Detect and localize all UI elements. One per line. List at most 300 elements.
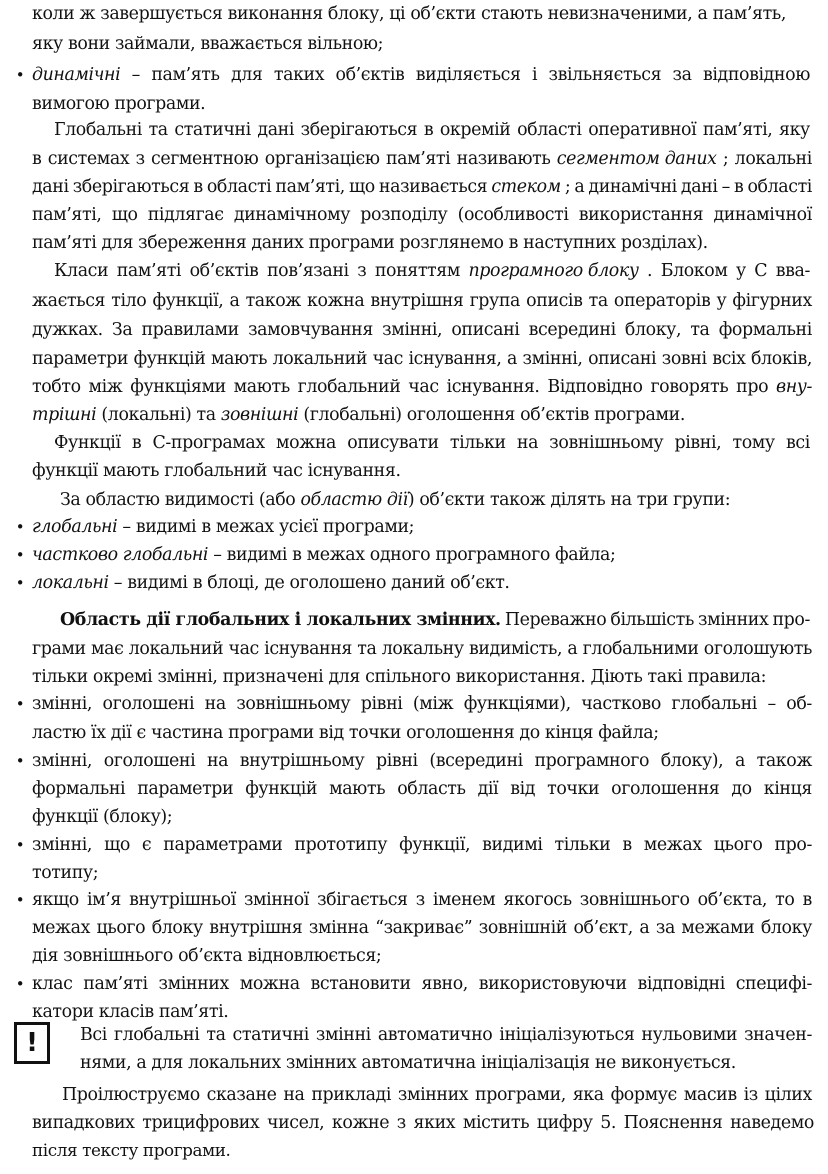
line-text	[32, 719, 722, 747]
text-run: ) об’єкти також ділять на три групи:	[407, 490, 731, 510]
line-text	[32, 569, 542, 597]
word: називають	[456, 149, 551, 169]
word: чисел,	[266, 1113, 325, 1133]
word: специфі-	[735, 974, 812, 994]
line-text	[32, 373, 812, 401]
text-line	[0, 1081, 828, 1109]
word: кінця	[763, 779, 812, 799]
word: 5.	[600, 1113, 616, 1133]
word: об-	[786, 694, 812, 714]
line-text	[32, 803, 192, 831]
word: в	[733, 177, 744, 197]
text-run: функції (блоку);	[32, 807, 173, 827]
word: вва-	[775, 261, 810, 281]
word: ім’я	[86, 890, 121, 910]
word: тобто	[32, 377, 81, 397]
word: цього	[713, 835, 763, 855]
word: більшість	[610, 610, 694, 630]
word: пам’яті,	[32, 205, 102, 225]
word: від	[510, 779, 536, 799]
word: С-програмах	[152, 433, 265, 453]
text-line	[0, 116, 828, 144]
word: та	[588, 291, 608, 311]
word: пам’яті	[83, 974, 148, 994]
line-text	[32, 690, 812, 718]
exclamation-note-icon: !	[14, 1022, 50, 1064]
italic-term: стеком	[491, 177, 561, 197]
text-line	[0, 635, 828, 663]
word: в	[32, 149, 42, 169]
word: оголошені	[102, 694, 195, 714]
word: яких	[413, 1113, 456, 1133]
word: розподілу	[360, 205, 448, 225]
text-line	[0, 775, 828, 803]
word: час	[408, 377, 439, 397]
italic-term: глобальні	[32, 517, 118, 537]
text-line	[0, 719, 828, 747]
text-line	[0, 859, 828, 887]
word: Відповідно	[547, 377, 643, 397]
word: динамічної	[713, 205, 812, 225]
word: зовні	[661, 349, 707, 369]
section-heading: Область дії глобальних і локальних змінних.	[60, 610, 501, 630]
word: дії	[477, 779, 499, 799]
line-text	[32, 173, 812, 201]
text-run: ластю їх дії є частина програми від точки оголошення до кінця файла;	[32, 723, 659, 743]
word: яку	[779, 120, 810, 140]
word: системах	[47, 149, 130, 169]
word: до	[731, 779, 752, 799]
word: Переважно	[504, 610, 607, 630]
word: прототипу	[294, 835, 388, 855]
line-text	[32, 663, 784, 691]
word: час	[372, 349, 403, 369]
word: масив	[683, 1085, 737, 1105]
word: зовнішнього	[579, 890, 690, 910]
line-text	[32, 201, 812, 229]
line-text	[32, 635, 812, 663]
text-run: За областю видимості (або	[60, 490, 301, 510]
line-text	[32, 513, 452, 541]
word: блоку	[760, 918, 812, 938]
word: між	[88, 377, 123, 397]
line-text	[32, 831, 812, 859]
word: сказане	[206, 1085, 277, 1105]
word: (між	[412, 694, 454, 714]
text-line	[0, 569, 828, 597]
italic-term: програмного блоку	[468, 261, 639, 281]
word: дані	[680, 177, 718, 197]
word: а	[567, 639, 578, 659]
word: а	[507, 349, 517, 369]
word: внутрішня	[209, 918, 303, 938]
line-text	[32, 914, 812, 942]
word: об’єкта,	[697, 890, 768, 910]
word: точки	[547, 779, 600, 799]
word: що	[104, 835, 130, 855]
word: тому	[732, 433, 775, 453]
word: використання	[578, 205, 704, 225]
italic-term: областю дії	[300, 490, 408, 510]
text-line	[0, 61, 828, 89]
text-line	[0, 831, 828, 859]
word: збігається	[317, 890, 408, 910]
word: Класи	[54, 261, 109, 281]
word: час	[228, 639, 259, 659]
word: описані	[451, 320, 520, 340]
word: всередині	[528, 320, 616, 340]
bullet-icon: •	[15, 891, 25, 909]
word: описувати	[347, 433, 439, 453]
line-text	[32, 145, 812, 173]
word: значен-	[744, 1025, 812, 1045]
text-line	[0, 30, 828, 58]
text-line	[0, 1049, 828, 1077]
text-line	[0, 257, 828, 285]
line-text	[80, 1049, 762, 1077]
word: “закриває”	[375, 918, 473, 938]
word: на	[283, 1085, 305, 1105]
text-run: функції мають глобальний час існування.	[32, 461, 401, 481]
bullet-icon: •	[15, 836, 25, 854]
word: що	[111, 205, 138, 225]
word: замовчування	[248, 320, 373, 340]
word: називається	[378, 177, 488, 197]
text-line	[0, 457, 828, 485]
word: містить	[462, 1113, 530, 1133]
word: нульовими	[641, 1025, 738, 1045]
word: пам’яті,	[702, 120, 773, 140]
word: блоку,	[624, 320, 682, 340]
word: змінні,	[32, 835, 93, 855]
word: зберігаються	[72, 177, 190, 197]
word: явно,	[421, 974, 468, 994]
word: з	[396, 1113, 406, 1133]
word: змінних	[698, 610, 769, 630]
word: а	[229, 291, 240, 311]
word: якщо	[32, 890, 79, 910]
bullet-icon: •	[15, 546, 25, 564]
text-line	[0, 486, 828, 514]
word: локальний	[272, 349, 368, 369]
text-line	[0, 513, 828, 541]
word: в	[193, 177, 203, 197]
word: якогось	[503, 890, 572, 910]
word: із	[743, 1085, 758, 1105]
text-line	[0, 345, 828, 373]
word: іменем	[432, 890, 496, 910]
word: тільки	[449, 433, 506, 453]
word: про	[736, 377, 769, 397]
word: .	[647, 261, 653, 281]
word: (особливості	[457, 205, 569, 225]
line-text	[32, 541, 652, 569]
word: глобальні	[113, 1025, 200, 1045]
word: об’єктів	[335, 65, 405, 85]
word: (всередині	[429, 751, 523, 771]
word: пам’яті,	[275, 177, 345, 197]
word: області	[517, 120, 582, 140]
word: встановити	[310, 974, 411, 994]
word: поняттям	[374, 261, 460, 281]
word: області	[206, 177, 272, 197]
word: існування,	[408, 349, 502, 369]
word: пам’ять	[151, 65, 220, 85]
line-text	[32, 775, 812, 803]
word: функції,	[152, 291, 224, 311]
word: змінні,	[32, 751, 93, 771]
word: мають	[233, 377, 290, 397]
italic-term: зовнішні	[220, 405, 299, 425]
word: оперативної	[588, 120, 697, 140]
line-text	[60, 486, 780, 514]
word: за	[655, 918, 675, 938]
word: з	[135, 149, 145, 169]
word: правилами	[141, 320, 239, 340]
word: у	[735, 261, 746, 281]
word: межами	[681, 918, 755, 938]
word: звільняється	[548, 65, 662, 85]
text-line	[0, 201, 828, 229]
word: Всі	[80, 1025, 107, 1045]
word: зовнішньому	[236, 694, 351, 714]
word: оголошені	[103, 751, 196, 771]
word: динамічні	[588, 177, 677, 197]
word: в	[131, 433, 142, 453]
line-text	[32, 316, 812, 344]
text-line	[0, 663, 828, 691]
text-line	[0, 401, 828, 429]
line-text	[32, 229, 718, 257]
line-text	[32, 345, 812, 373]
word: програмного	[534, 751, 650, 771]
text-run: – видимі в межах одного програмного файла;	[208, 545, 616, 565]
word: виділяється	[415, 65, 521, 85]
text-line	[0, 316, 828, 344]
text-run: нями, а для локальних змінних автоматична ініціалізація не виконується.	[80, 1053, 736, 1073]
word: Проілюструємо	[62, 1085, 200, 1105]
word: а	[639, 918, 650, 938]
word: за	[672, 65, 692, 85]
word: і	[531, 65, 538, 85]
word: функцій	[133, 349, 206, 369]
word: яка	[572, 1085, 604, 1105]
text-run: – видимі в блоці, де оголошено даний об’єкт.	[108, 573, 510, 593]
word: цілих	[764, 1085, 812, 1105]
word: окремій	[439, 120, 511, 140]
word: –	[131, 65, 140, 85]
word: має	[91, 639, 124, 659]
line-text	[54, 116, 810, 144]
word: межах	[32, 918, 90, 938]
word: клас	[32, 974, 73, 994]
word: Блоком	[660, 261, 728, 281]
line-text	[32, 30, 432, 58]
word: формальні	[718, 320, 812, 340]
word: блоку	[151, 918, 203, 938]
word: об’єктів	[189, 261, 259, 281]
word: параметри	[137, 779, 234, 799]
word: на	[204, 694, 226, 714]
word: про-	[772, 610, 810, 630]
word: використовуючи	[478, 974, 627, 994]
text-line	[0, 229, 828, 257]
word: глобальними	[582, 639, 699, 659]
text-run: коли ж завершується виконання блоку, ці об’єкти стають невизначеними, а пам’ять,	[32, 4, 787, 24]
word: дані	[32, 177, 69, 197]
italic-term: частково глобальні	[32, 545, 209, 565]
text-run: тільки окремі змінні, призначені для спільного використання. Діють такі правила:	[32, 667, 767, 687]
text-line	[0, 541, 828, 569]
text-line	[0, 373, 828, 401]
word: зберігаються	[300, 120, 418, 140]
italic-term: вну-	[776, 377, 812, 397]
word: а	[574, 177, 585, 197]
line-text	[32, 457, 412, 485]
word: з	[415, 890, 425, 910]
text-run: дія зовнішнього об’єкта відновлюється;	[32, 946, 382, 966]
word: зовнішньому	[549, 433, 664, 453]
word: Функції	[54, 433, 121, 453]
text-run: після тексту програми.	[32, 1140, 231, 1160]
word: рівні	[360, 694, 403, 714]
word: змінні,	[382, 320, 443, 340]
text-line	[0, 1021, 828, 1049]
word: мають	[210, 349, 268, 369]
word: внутрішньої	[129, 890, 236, 910]
word: об’єкт,	[573, 918, 633, 938]
line-text	[32, 0, 814, 28]
line-text	[32, 970, 812, 998]
bullet-icon: •	[15, 975, 25, 993]
word: динамічному	[233, 205, 351, 225]
word: змінних	[397, 1085, 469, 1105]
line-text	[32, 401, 708, 429]
word: кожна	[307, 291, 365, 311]
word: ;	[564, 177, 571, 197]
word: таких	[273, 65, 325, 85]
word: блоку),	[660, 751, 724, 771]
word: та	[357, 639, 377, 659]
italic-term: локальні	[32, 573, 109, 593]
word: мають	[329, 779, 386, 799]
text-run: яку вони займали, вважається вільною;	[32, 34, 384, 54]
word: на	[516, 433, 539, 453]
line-text	[32, 90, 282, 118]
word: можна	[239, 974, 300, 994]
text-run: – видимі в межах усієї програми;	[117, 517, 415, 537]
word: область	[397, 779, 466, 799]
word: видимі	[482, 835, 543, 855]
word: дані	[257, 120, 295, 140]
word: оголошують	[703, 639, 812, 659]
word: зовнішній	[478, 918, 567, 938]
word: грами	[32, 639, 86, 659]
word: що	[348, 177, 375, 197]
text-run: (глобальні) оголошення об’єктів програми.	[298, 405, 685, 425]
word: –	[721, 177, 730, 197]
word: кожне	[331, 1113, 390, 1133]
text-line	[0, 0, 828, 28]
word: рівні,	[674, 433, 722, 453]
word: функціями	[130, 377, 226, 397]
word: змінні,	[32, 694, 93, 714]
word: змінної	[243, 890, 309, 910]
word: також	[756, 751, 812, 771]
line-text	[54, 429, 810, 457]
word: в	[622, 835, 632, 855]
word: формує	[610, 1085, 677, 1105]
word: С	[754, 261, 768, 281]
word: дужках.	[32, 320, 103, 340]
word: частково	[581, 694, 661, 714]
word: рівні	[376, 751, 418, 771]
text-line	[0, 803, 828, 831]
word: локальні	[734, 149, 812, 169]
bullet-icon: •	[15, 574, 25, 592]
word: описів	[526, 291, 583, 311]
word: в	[802, 890, 812, 910]
word: сегментною	[150, 149, 259, 169]
word: локальну	[381, 639, 464, 659]
word: межах	[643, 835, 702, 855]
word: Глобальні	[54, 120, 142, 140]
word: а	[734, 751, 745, 771]
word: статичні	[232, 1025, 309, 1045]
word: тіло	[111, 291, 147, 311]
word: пам’яті	[116, 261, 182, 281]
word: тільки	[554, 835, 611, 855]
word: Пояснення	[623, 1113, 723, 1133]
word: змінні	[315, 1025, 371, 1045]
word: функцій	[245, 779, 318, 799]
word: про-	[774, 835, 812, 855]
word: ;	[722, 149, 729, 169]
text-line	[0, 287, 828, 315]
text-line	[0, 1109, 828, 1137]
text-run: вимогою програми.	[32, 94, 206, 114]
text-line	[0, 942, 828, 970]
word: підлягає	[147, 205, 224, 225]
word: функціями),	[463, 694, 571, 714]
word: на	[206, 751, 229, 771]
italic-term: сегментом даних	[556, 149, 717, 169]
italic-term: трішні	[32, 405, 97, 425]
word: програми,	[475, 1085, 566, 1105]
text-line	[0, 886, 828, 914]
word: параметри	[32, 349, 129, 369]
word: жається	[32, 291, 106, 311]
text-line	[0, 145, 828, 173]
word: змінна	[308, 918, 369, 938]
word: та	[690, 320, 710, 340]
word: внутрішня	[370, 291, 464, 311]
word: всі	[786, 433, 810, 453]
word: видимість,	[468, 639, 563, 659]
word: то	[775, 890, 795, 910]
text-line	[0, 970, 828, 998]
word: відповідною	[702, 65, 810, 85]
word: глобальні	[671, 694, 757, 714]
word: автоматично	[377, 1025, 493, 1045]
bullet-icon: •	[15, 695, 25, 713]
word: існування.	[446, 377, 540, 397]
text-run: (локальні) та	[96, 405, 221, 425]
text-line	[0, 90, 828, 118]
text-run: тотипу;	[32, 863, 99, 883]
text-line	[0, 173, 828, 201]
word: цього	[96, 918, 146, 938]
